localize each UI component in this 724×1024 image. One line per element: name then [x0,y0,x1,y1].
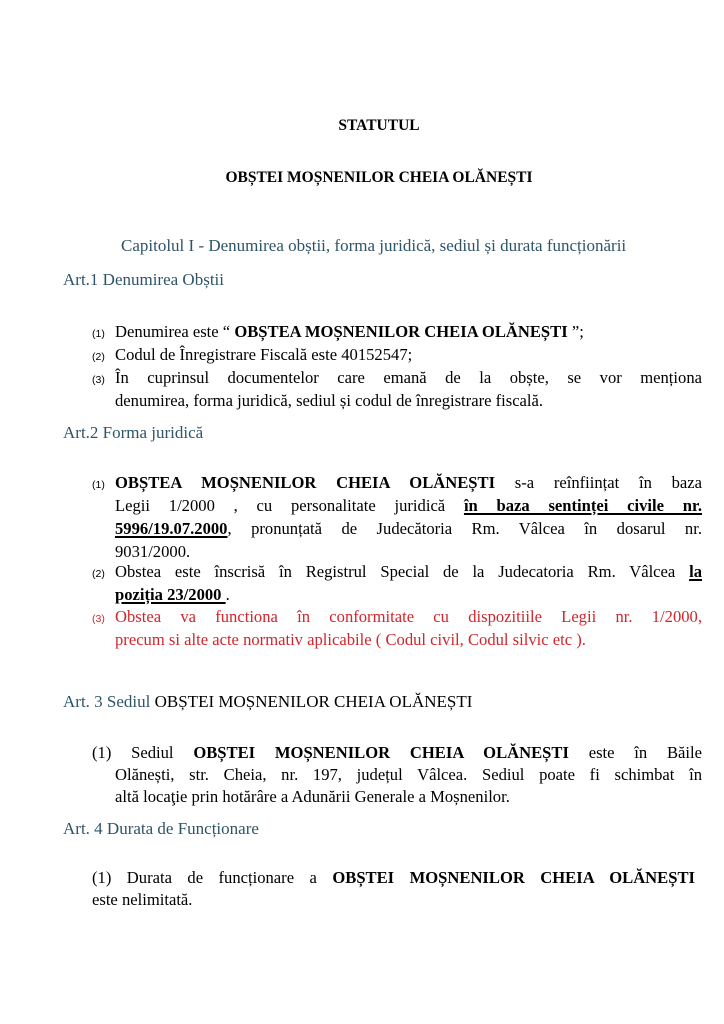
document-page: STATUTUL OBȘTEI MOȘNENILOR CHEIA OLĂNEȘTI Capitolul I - Denumirea obștii, forma juridică, sediul și durata funcționării Art.1 Denumirea Obștii (1) Denumirea este “ OBȘTEA MOȘNENILOR CHEIA OLĂNEȘTI ”; (2) Codul de Înregistrare Fiscală este 40152547; (3) În cuprinsul documentelor care emană de la obște, se vor menționa denumirea, forma juridică, sediul și codul de înregistrare fiscală. Art.2 Forma juridică (1) OBȘTEA MOȘNENILOR CHEIA OLĂNEȘTI s-a reînființat în baza Legii 1/2000 , cu personalitate juridică în baza sentinței civile nr. 5996/19.07.2000, pronunțată de Judecătoria Rm. Vâlcea în dosarul nr. 9031/2000. (2) Obstea este înscrisă în Registrul Special de la Judecatoria Rm. Vâlcea la poziția 23/2000 . (3) Obstea va functiona în conformitate cu dispozitiile Legii nr. 1/2000, precum si alte acte normativ aplicabile ( Codul civil, Codul silvic etc ). Art. 3 Sediul OBȘTEI MOȘNENILOR CHEIA OLĂNEȘTI (1) Sediul OBȘTEI MOȘNENILOR CHEIA OLĂNEȘTI este în Băile Olănești, str. Cheia, nr. 197, județul Vâlcea. Sediul poate fi schimbat în altă locaţie prin hotărâre a Adunării Generale a Moșnenilor. Art. 4 Durata de Funcționare (1) Durata de funcționare a OBȘTEI MOȘNENILOR CHEIA OLĂNEȘTI este nelimitată. [0,0,724,1024]
article-4-heading: Art. 4 Durata de Funcționare [63,819,259,838]
item-number: (3) [92,613,105,625]
article-1-heading: Art.1 Denumirea Obștii [63,270,224,289]
chapter-heading: Capitolul I - Denumirea obștii, forma juridică, sediul și durata funcționării [121,236,627,255]
article-2-heading: Art.2 Forma juridică [63,423,204,442]
item-number: (2) [92,568,105,580]
item-number: (3) [92,374,105,386]
document-title: STATUTUL [338,117,420,134]
document-subtitle: OBȘTEI MOȘNENILOR CHEIA OLĂNEȘTI [225,169,533,186]
article-3-heading: Art. 3 Sediul OBȘTEI MOȘNENILOR CHEIA OLĂNEȘTI [63,692,473,711]
item-number: (1) [92,479,105,491]
item-number: (2) [92,351,105,363]
item-number: (1) [92,328,105,340]
